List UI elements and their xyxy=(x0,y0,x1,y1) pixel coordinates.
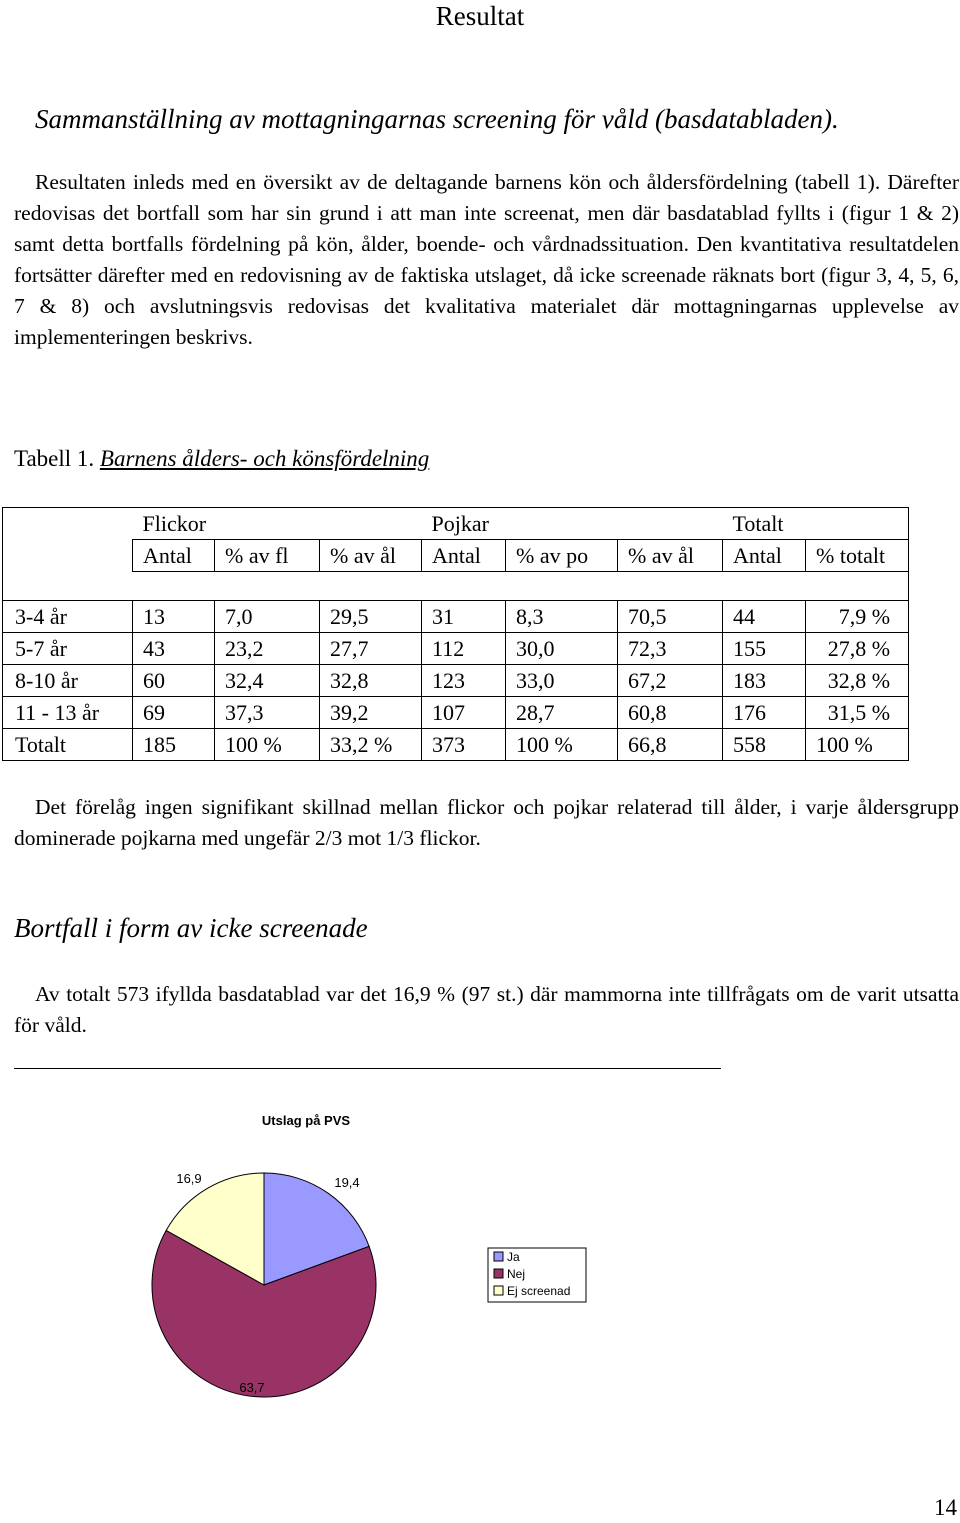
pie-slices xyxy=(152,1173,376,1397)
legend-swatch-ja xyxy=(494,1252,503,1261)
column-header: Antal xyxy=(133,540,215,572)
legend-swatch-nej xyxy=(494,1269,503,1278)
group-header-flickor: Flickor xyxy=(133,508,422,540)
slice-label-ja: 19,4 xyxy=(334,1175,360,1190)
table-cell: 27,8 % xyxy=(806,633,909,665)
table-corner-cell xyxy=(3,540,133,572)
table-cell: 123 xyxy=(422,665,506,697)
table-cell: 23,2 xyxy=(215,633,320,665)
table-cell: 69 xyxy=(133,697,215,729)
column-header: % av po xyxy=(506,540,618,572)
table-cell: 373 xyxy=(422,729,506,761)
column-header: % av fl xyxy=(215,540,320,572)
table-cell: 28,7 xyxy=(506,697,618,729)
table-cell: 30,0 xyxy=(506,633,618,665)
table-cell: 8,3 xyxy=(506,601,618,633)
table-cell: 13 xyxy=(133,601,215,633)
table-cell: 32,8 % xyxy=(806,665,909,697)
table-cell: 558 xyxy=(723,729,806,761)
table-cell: 44 xyxy=(723,601,806,633)
table-cell: 33,0 xyxy=(506,665,618,697)
table-cell: 37,3 xyxy=(215,697,320,729)
table-caption-prefix: Tabell 1. xyxy=(14,446,95,471)
slice-label-nej: 63,7 xyxy=(239,1380,265,1395)
group-header-totalt: Totalt xyxy=(723,508,909,540)
table-cell: 31 xyxy=(422,601,506,633)
table-cell: 66,8 xyxy=(618,729,723,761)
table-cell: 32,4 xyxy=(215,665,320,697)
column-header: % av ål xyxy=(320,540,422,572)
table-row xyxy=(3,665,909,697)
table-cell: 72,3 xyxy=(618,633,723,665)
table-cell: 100 % xyxy=(806,729,909,761)
table-cell: 7,9 % xyxy=(806,601,909,633)
table-cell: 31,5 % xyxy=(806,697,909,729)
page-number: 14 xyxy=(934,1495,957,1520)
age-gender-table xyxy=(2,507,909,761)
table-cell: 39,2 xyxy=(320,697,422,729)
table-comment-paragraph: Det förelåg ingen signifikant skillnad mellan flickor och pojkar relaterad till ålder, i varje åldersgrupp dominerade pojkarna med ungefär 2/3 mot 1/3 flickor. xyxy=(14,795,959,850)
table-cell: 183 xyxy=(723,665,806,697)
table-cell: 100 % xyxy=(215,729,320,761)
table-spacer-row xyxy=(3,572,909,601)
table-cell: 107 xyxy=(422,697,506,729)
table-cell: 155 xyxy=(723,633,806,665)
table-cell: 7,0 xyxy=(215,601,320,633)
column-header: Antal xyxy=(422,540,506,572)
column-header: Antal xyxy=(723,540,806,572)
dropout-paragraph: Av totalt 573 ifyllda basdatablad var det 16,9 % (97 st.) där mammorna inte tillfrågats om de varit utsatta för våld. xyxy=(14,982,959,1037)
table-caption xyxy=(14,446,429,472)
table-row xyxy=(3,633,909,665)
column-header: % av ål xyxy=(618,540,723,572)
row-label: 3-4 år xyxy=(3,601,133,633)
row-label: 11 - 13 år xyxy=(3,697,133,729)
slice-label-ej-screenad: 16,9 xyxy=(176,1171,202,1186)
table-caption-title: Barnens ålders- och könsfördelning xyxy=(99,446,430,471)
table-cell: 60,8 xyxy=(618,697,723,729)
table-cell: 33,2 % xyxy=(320,729,422,761)
page-heading: Resultat xyxy=(435,1,525,31)
row-label: Totalt xyxy=(3,729,133,761)
table-cell: 43 xyxy=(133,633,215,665)
row-label: 5-7 år xyxy=(3,633,133,665)
chart-legend xyxy=(488,1248,586,1302)
table-corner-cell xyxy=(3,508,133,540)
section2-title: Bortfall i form av icke screenade xyxy=(14,913,368,943)
legend-swatch-ej-screenad xyxy=(494,1286,503,1295)
table-cell: 185 xyxy=(133,729,215,761)
separator-rule xyxy=(14,1068,721,1069)
table-cell: 29,5 xyxy=(320,601,422,633)
pvs-pie-chart xyxy=(0,1095,960,1415)
table-cell: 67,2 xyxy=(618,665,723,697)
table-cell: 27,7 xyxy=(320,633,422,665)
table-row xyxy=(3,697,909,729)
legend-label-nej: Nej xyxy=(507,1267,526,1281)
column-header: % totalt xyxy=(806,540,909,572)
table-cell: 112 xyxy=(422,633,506,665)
section-subtitle: Sammanställning av mottagningarnas screening för våld (basdatabladen). xyxy=(35,104,839,134)
table-cell: 60 xyxy=(133,665,215,697)
table-total-row xyxy=(3,729,909,761)
table-cell: 70,5 xyxy=(618,601,723,633)
table-group-header-row xyxy=(3,508,909,540)
intro-paragraph: Resultaten inleds med en översikt av de deltagande barnens kön och åldersfördelning (tabell 1). Därefter redovisas det bortfall som har sin grund i att man inte screenat, men där basdatablad fyllts i (figur 1 & 2) samt detta bortfalls fördelning på kön, ålder, boende- och vårdnadssituation. Den kvantitativa resultatdelen fortsätter därefter med en redovisning av de faktiska utslaget, då icke screenade räknats bort (figur 3, 4, 5, 6, 7 & 8) och avslutningsvis redovisas det kvalitativa materialet där mottagningarnas upplevelse av implementeringen beskrivs. xyxy=(14,170,959,349)
table-cell: 176 xyxy=(723,697,806,729)
table-column-header-row xyxy=(3,540,909,572)
row-label: 8-10 år xyxy=(3,665,133,697)
group-header-pojkar: Pojkar xyxy=(422,508,723,540)
table-row xyxy=(3,601,909,633)
chart-title: Utslag på PVS xyxy=(261,1113,351,1128)
table-cell: 100 % xyxy=(506,729,618,761)
legend-label-ja: Ja xyxy=(507,1250,520,1264)
legend-label-ej-screenad: Ej screenad xyxy=(507,1284,571,1298)
table-cell: 32,8 xyxy=(320,665,422,697)
